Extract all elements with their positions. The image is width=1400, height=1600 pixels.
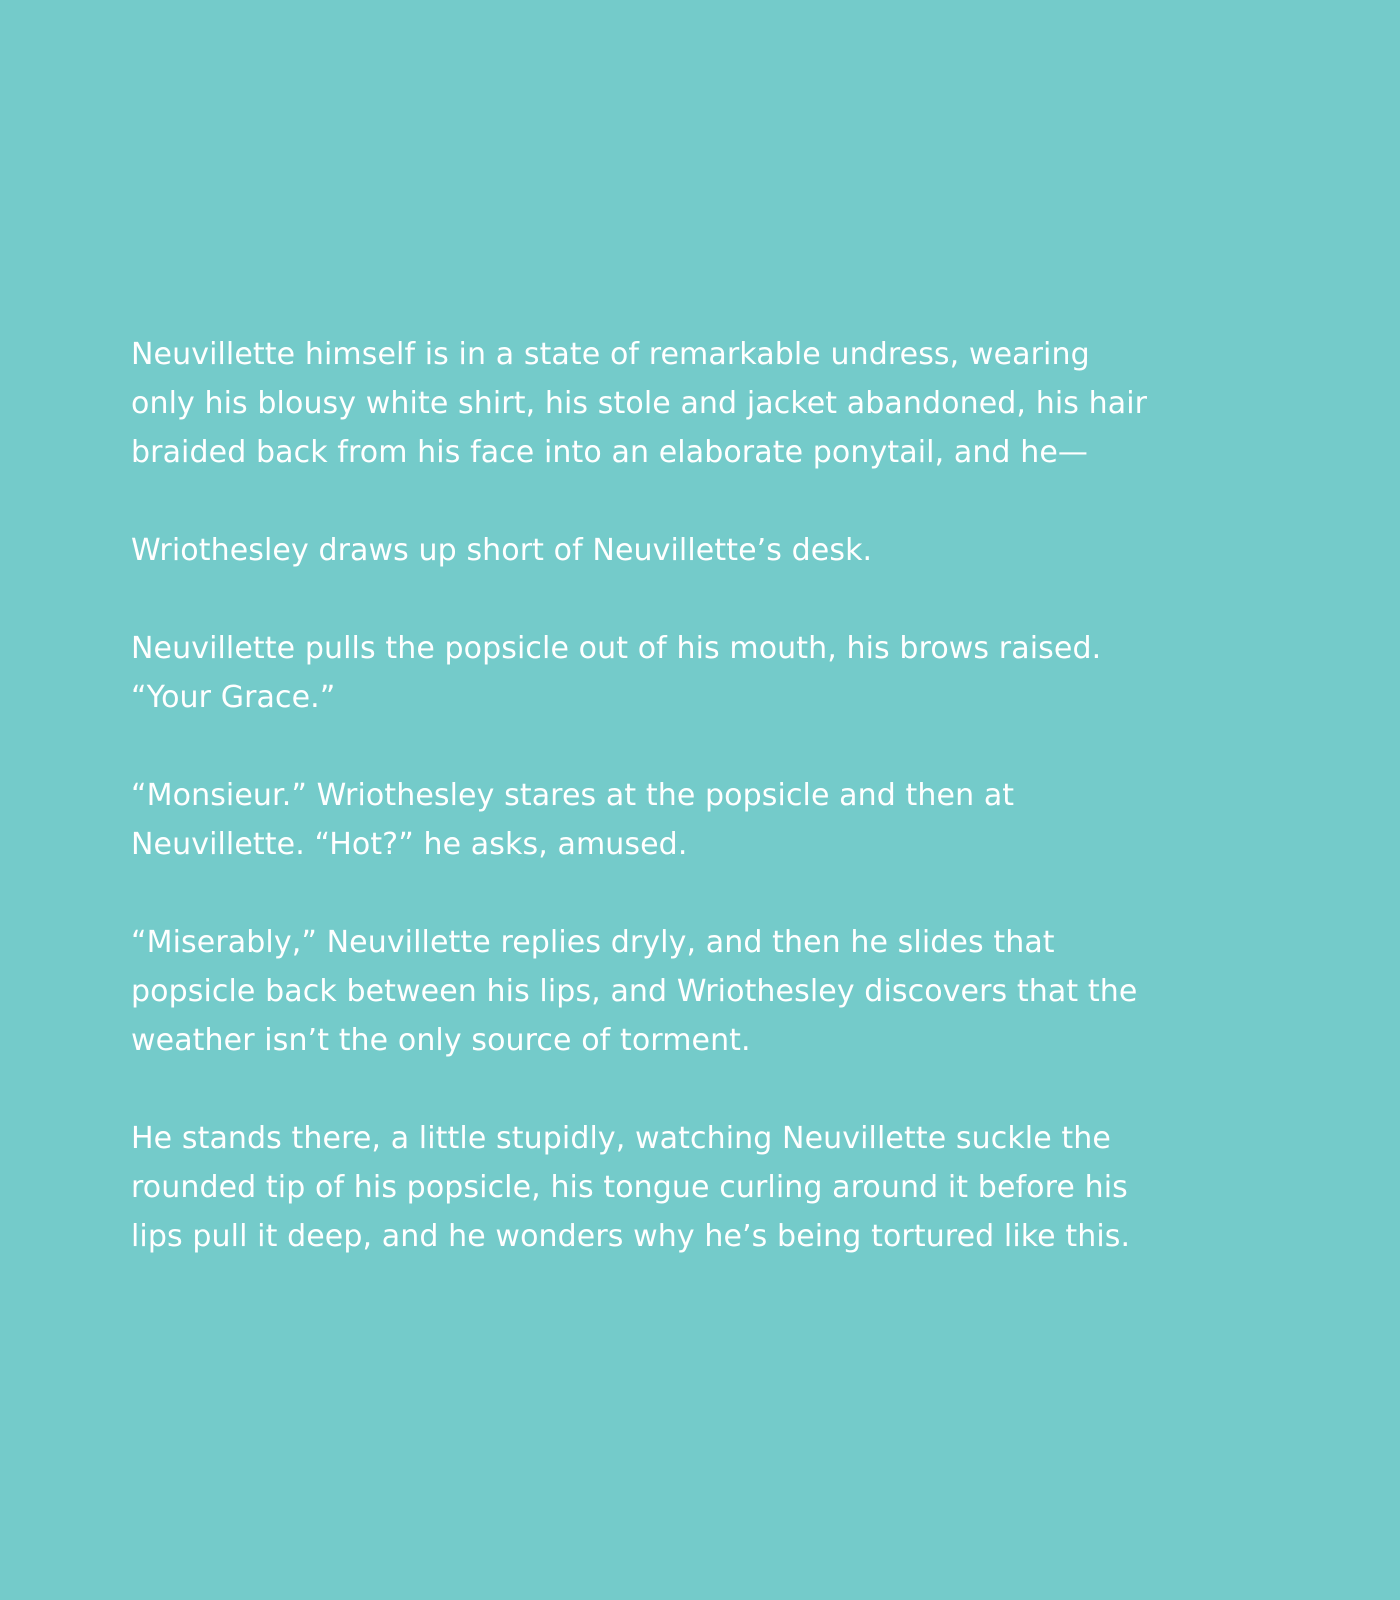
paragraph-miserably: “Miserably,” Neuvillette replies dryly, and then he slides that popsicle back between his lips, and Wriothesley discovers that the weather isn’t the only source of torment. [131,925,1138,1058]
paragraph-popsicle-greeting: Neuvillette pulls the popsicle out of his mouth, his brows raised. “Your Grace.” [131,631,1102,715]
paragraph-stands-there: He stands there, a little stupidly, watching Neuvillette suckle the rounded tip of his popsicle, his tongue curling around it before his lips pull it deep, and he wonders why he’s being tortured like this. [131,1121,1131,1254]
story-passage [131,330,1280,1261]
paragraph-desk: Wriothesley draws up short of Neuvillette’s desk. [131,533,873,568]
paragraph-monsieur: “Monsieur.” Wriothesley stares at the popsicle and then at Neuvillette. “Hot?” he asks, amused. [131,778,1015,862]
paragraph-undress: Neuvillette himself is in a state of remarkable undress, wearing only his blousy white shirt, his stole and jacket abandoned, his hair braided back from his face into an elaborate ponytail, and he— [131,337,1148,470]
